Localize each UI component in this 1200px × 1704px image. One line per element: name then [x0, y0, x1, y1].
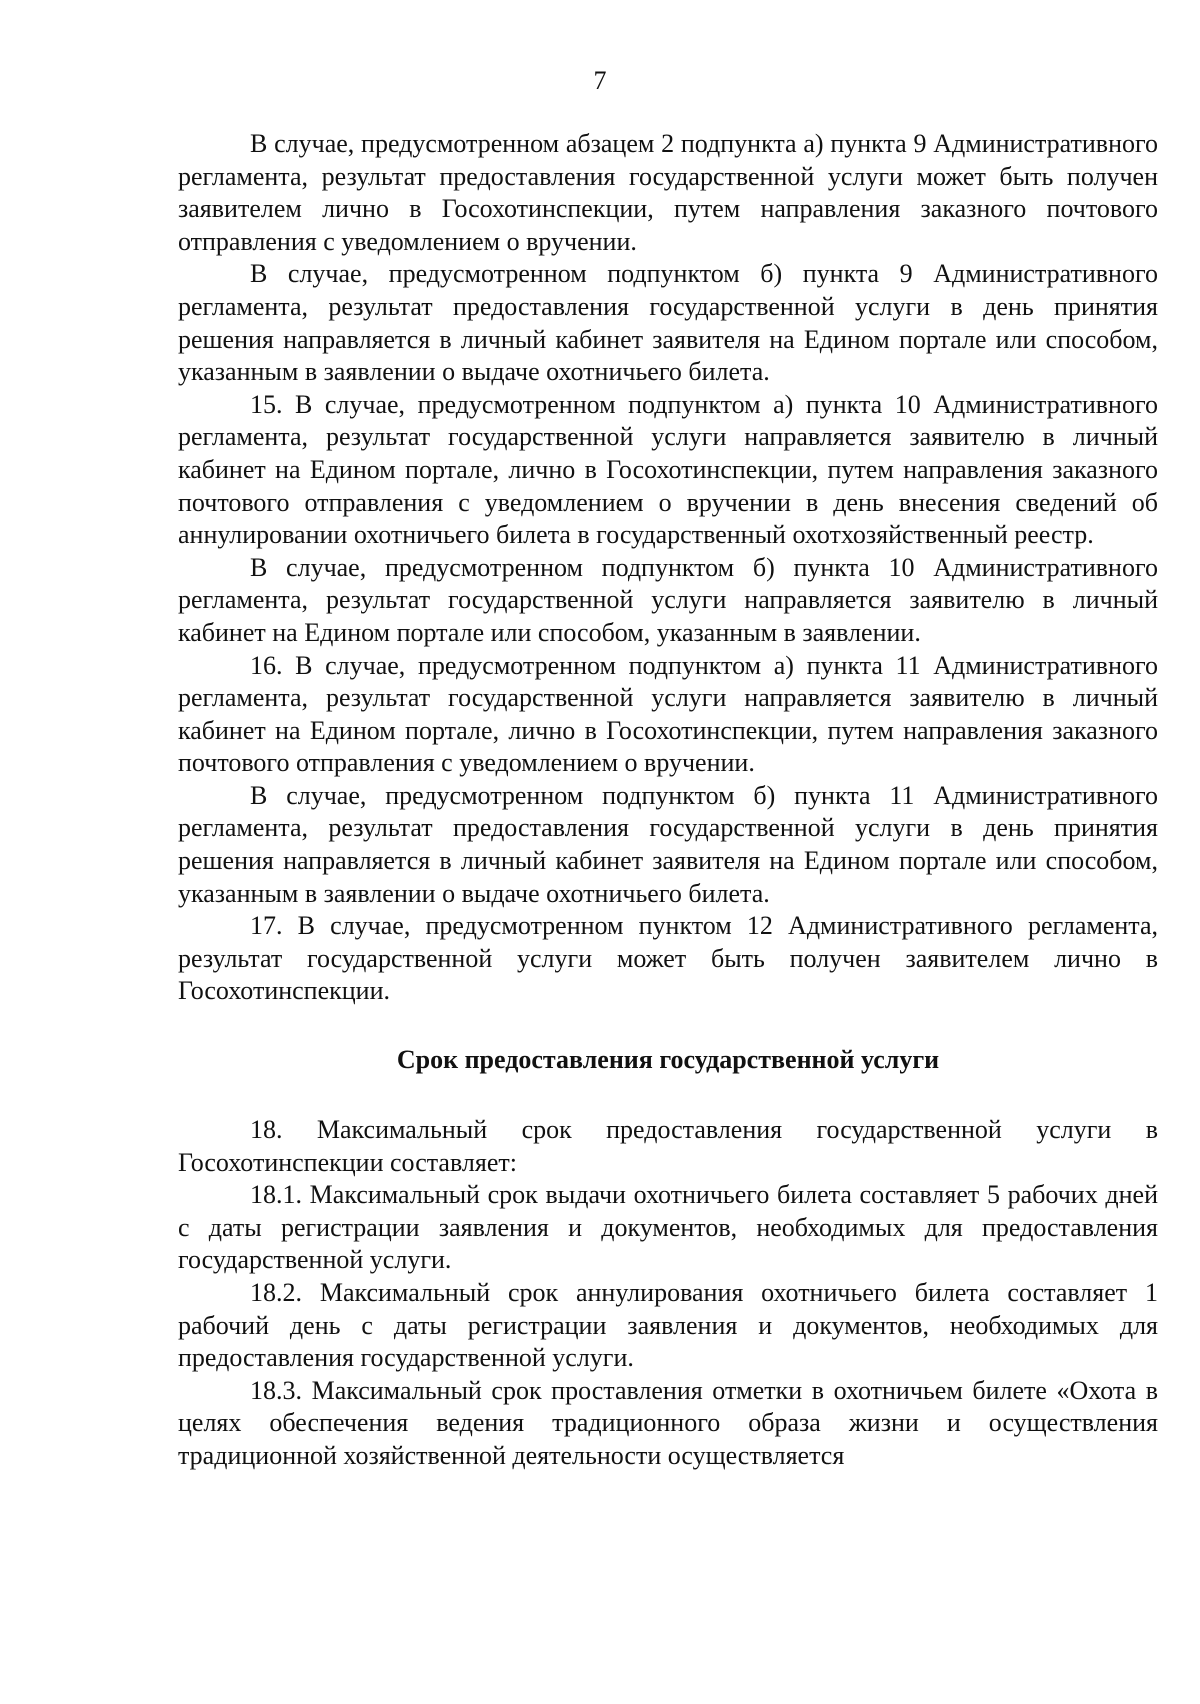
paragraph: В случае, предусмотренном подпунктом б) пункта 11 Административного регламента, результат предоставления государственной услуги в день принятия решения направляется в личный кабинет заявителя на Едином портале или способом, указанным в заявлении о выдаче охотничьего билета.	[178, 780, 1158, 908]
page-number: 7	[593, 66, 607, 95]
paragraph: 16. В случае, предусмотренном подпунктом а) пункта 11 Административного регламента, результат государственной услуги направляется заявителю в личный кабинет на Едином портале, лично в Госохотинспекции, путем направления заказного почтового отправления с уведомлением о вручении.	[178, 650, 1158, 778]
paragraph: 18.3. Максимальный срок проставления отметки в охотничьем билете «Охота в целях обеспечения ведения традиционного образа жизни и осуществления традиционной хозяйственной деятельности осуществляется	[178, 1375, 1158, 1470]
paragraph: В случае, предусмотренном абзацем 2 подпункта а) пункта 9 Административного регламента, результат предоставления государственной услуги может быть получен заявителем лично в Госохотинспекции, путем направления заказного почтового отправления с уведомлением о вручении.	[178, 129, 1158, 256]
document-body	[178, 128, 1158, 1473]
paragraph: 18.1. Максимальный срок выдачи охотничьего билета составляет 5 рабочих дней с даты регистрации заявления и документов, необходимых для предоставления государственной услуги.	[178, 1180, 1158, 1275]
section-heading: Срок предоставления государственной услуги	[396, 1045, 940, 1075]
paragraph: В случае, предусмотренном подпунктом б) пункта 10 Административного регламента, результат государственной услуги направляется заявителю в личный кабинет на Едином портале или способом, указанным в заявлении.	[178, 552, 1158, 647]
paragraph: 18.2. Максимальный срок аннулирования охотничьего билета составляет 1 рабочий день с даты регистрации заявления и документов, необходимых для предоставления государственной услуги.	[178, 1278, 1158, 1373]
paragraph: 15. В случае, предусмотренном подпунктом а) пункта 10 Административного регламента, результат государственной услуги направляется заявителю в личный кабинет на Едином портале, лично в Госохотинспекции, путем направления заказного почтового отправления с уведомлением о вручении в день внесения сведений об аннулировании охотничьего билета в государственный охотхозяйственный реестр.	[178, 389, 1158, 550]
paragraph: 18. Максимальный срок предоставления государственной услуги в Госохотинспекции составляет:	[178, 1115, 1158, 1177]
paragraph: В случае, предусмотренном подпунктом б) пункта 9 Административного регламента, результат предоставления государственной услуги в день принятия решения направляется в личный кабинет заявителя на Едином портале или способом, указанным в заявлении о выдаче охотничьего билета.	[178, 259, 1158, 387]
paragraph: 17. В случае, предусмотренном пунктом 12 Административного регламента, результат государственной услуги может быть получен заявителем лично в Госохотинспекции.	[178, 911, 1158, 1006]
